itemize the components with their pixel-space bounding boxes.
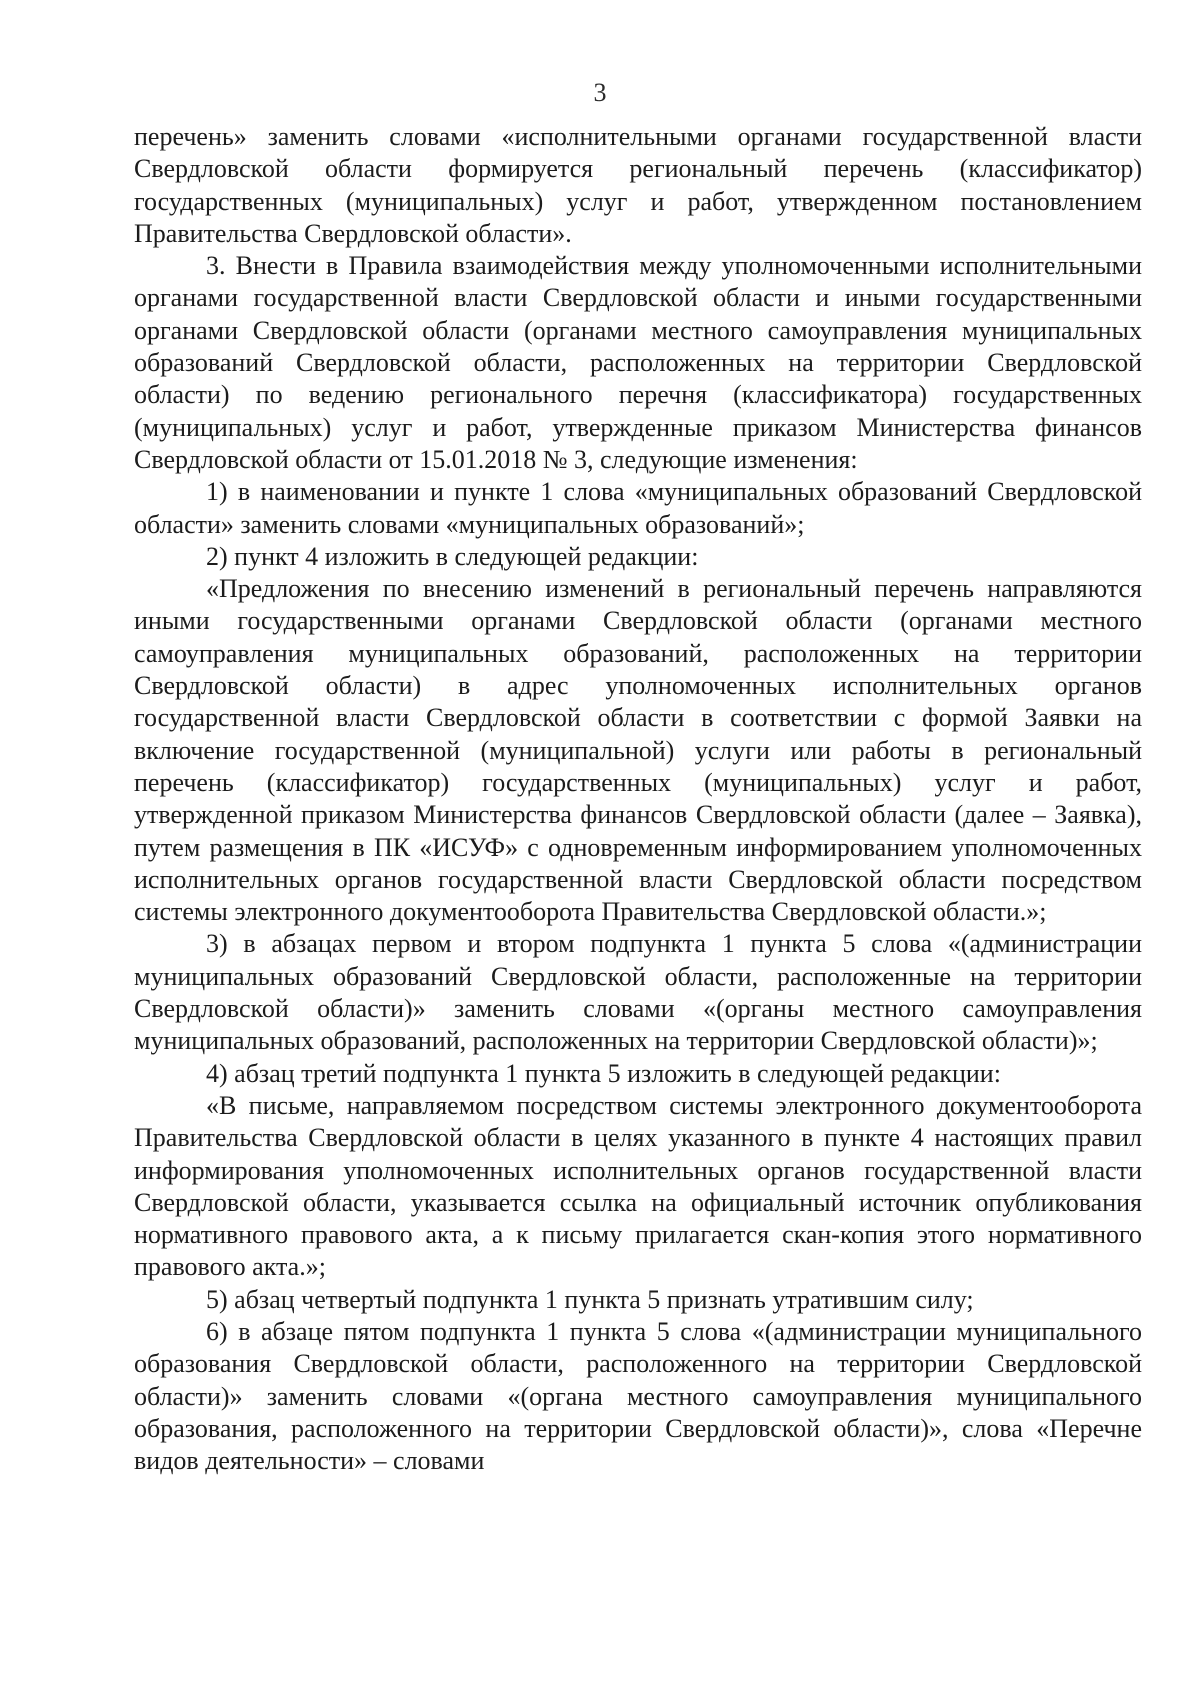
paragraph-subitem-1: 1) в наименовании и пункте 1 слова «муниципальных образований Свердловской области» заменить словами «муниципальных образований»;	[134, 477, 1142, 539]
paragraph-subitem-5: 5) абзац четвертый подпункта 1 пункта 5 признать утратившим силу;	[206, 1284, 974, 1314]
paragraph-subitem-6: 6) в абзаце пятом подпункта 1 пункта 5 слова «(администрации муниципального образования Свердловской области, расположенного на территории Свердловской области)» заменить словами «(органа местного самоуправления муниципального образования, расположенного на территории Свердловской области)», слова «Перечне видов деятельности» – словами	[134, 1316, 1142, 1476]
paragraph-item-3: 3. Внести в Правила взаимодействия между уполномоченными исполнительными органами государственной власти Свердловской области и иными государственными органами Свердловской области (органами местного самоуправления муниципальных образований Свердловской области, расположенных на территории Свердловской области) по ведению регионального перечня (классификатора) государственных (муниципальных) услуг и работ, утвержденные приказом Министерства финансов Свердловской области от 15.01.2018 № 3, следующие изменения:	[134, 251, 1142, 474]
paragraph-subitem-4: 4) абзац третий подпункта 1 пункта 5 изложить в следующей редакции:	[206, 1058, 1001, 1088]
page-number: 3	[593, 78, 607, 107]
paragraph-continuation: перечень» заменить словами «исполнительными органами государственной власти Свердловской области формируется региональный перечень (классификатор) государственных (муниципальных) услуг и работ, утвержденном постановлением Правительства Свердловской области».	[134, 122, 1142, 248]
document-body	[134, 121, 1142, 1477]
paragraph-quote-proposals: «Предложения по внесению изменений в региональный перечень направляются иными государственными органами Свердловской области (органами местного самоуправления муниципальных образований, расположенных на территории Свердловской области) в адрес уполномоченных исполнительных органов государственной власти Свердловской области в соответствии с формой Заявки на включение государственной (муниципальной) услуги или работы в региональный перечень (классификатор) государственных (муниципальных) услуг и работ, утвержденной приказом Министерства финансов Свердловской области (далее – Заявка), путем размещения в ПК «ИСУФ» с одновременным информированием уполномоченных исполнительных органов государственной власти Свердловской области посредством системы электронного документооборота Правительства Свердловской области.»;	[134, 574, 1142, 927]
paragraph-quote-letter: «В письме, направляемом посредством системы электронного документооборота Правительства Свердловской области в целях указанного в пункте 4 настоящих правил информирования уполномоченных исполнительных органов государственной власти Свердловской области, указывается ссылка на официальный источник опубликования нормативного правового акта, а к письму прилагается скан-копия этого нормативного правового акта.»;	[134, 1090, 1142, 1282]
paragraph-subitem-3: 3) в абзацах первом и втором подпункта 1 пункта 5 слова «(администрации муниципальных образований Свердловской области, расположенные на территории Свердловской области)» заменить словами «(органы местного самоуправления муниципальных образований, расположенных на территории Свердловской области)»;	[134, 929, 1142, 1056]
paragraph-subitem-2: 2) пункт 4 изложить в следующей редакции:	[206, 541, 699, 571]
